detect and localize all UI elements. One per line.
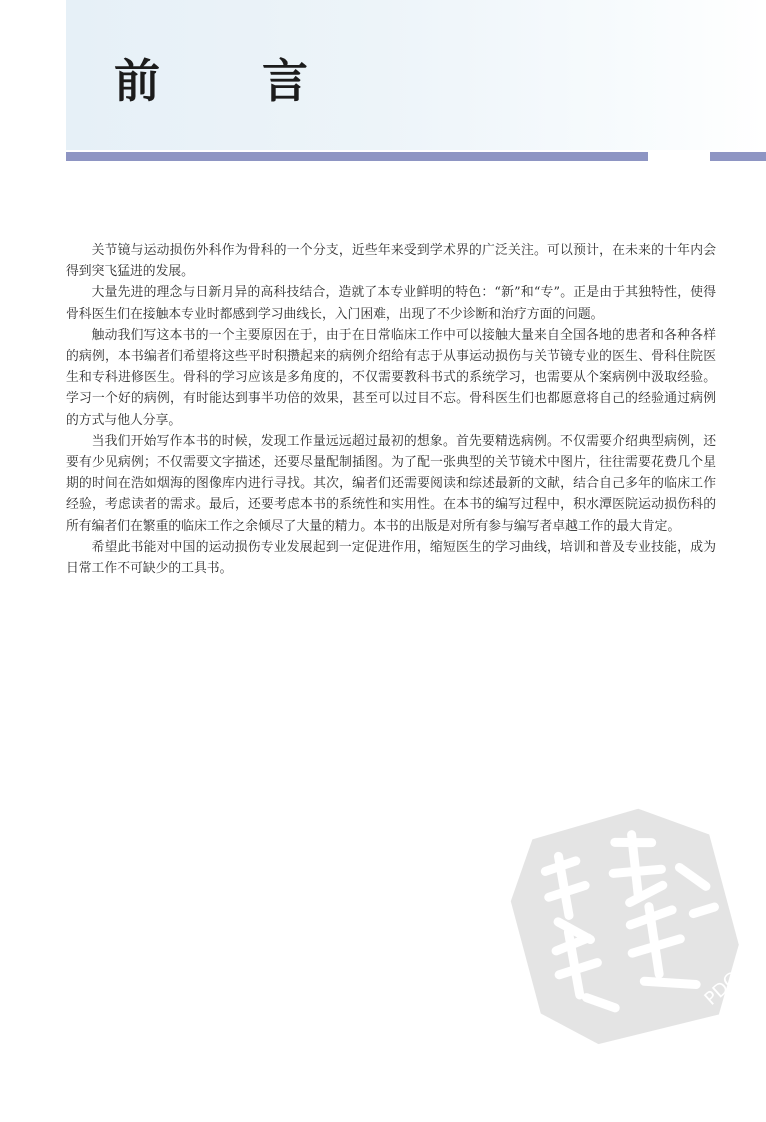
title-rule-tail <box>710 152 766 161</box>
page-title: 前 言 <box>114 54 336 108</box>
paragraph-1: 关节镜与运动损伤外科作为骨科的一个分支，近些年来受到学术界的广泛关注。可以预计，在未来的十年内会得到突飞猛进的发展。 <box>66 243 716 280</box>
seal-outline <box>497 794 752 1056</box>
title-rule <box>66 152 648 161</box>
watermark-text: PDG <box>700 968 744 1010</box>
seal-watermark <box>490 787 759 1061</box>
paragraph-3: 触动我们写这本书的一个主要原因在于，由于在日常临床工作中可以接触大量来自全国各地的患者和各种各样的病例，本书编者们希望将这些平时积攒起来的病例介绍给有志于从事运动损伤与关节镜专业的医生、骨科住院医生和专科进修医生。骨科的学习应该是多角度的，不仅需要教科书式的系统学习，也需要从个案病例中汲取经验。学习一个好的病例，有时能达到事半功倍的效果，甚至可以过目不忘。骨科医生们也都愿意将自己的经验通过病例的方式与他人分享。 <box>66 327 716 428</box>
preface-body <box>66 240 716 579</box>
paragraph-2: 大量先进的理念与日新月异的高科技结合，造就了本专业鲜明的特色：“新”和“专”。正是由于其独特性，使得骨科医生们在接触本专业时都感到学习曲线长，入门困难，出现了不少诊断和治疗方面的问题。 <box>66 285 716 322</box>
paragraph-5: 希望此书能对中国的运动损伤专业发展起到一定促进作用，缩短医生的学习曲线，培训和普及专业技能，成为日常工作不可缺少的工具书。 <box>66 539 716 577</box>
paragraph-4: 当我们开始写作本书的时候，发现工作量远远超过最初的想象。首先要精选病例。不仅需要介绍典型病例，还要有少见病例；不仅需要文字描述，还要尽量配制插图。为了配一张典型的关节镜术中图片，往往需要花费几个星期的时间在浩如烟海的图像库内进行寻找。其次，编者们还需要阅读和综述最新的文献，结合自己多年的临床工作经验，考虑读者的需求。最后，还要考虑本书的系统性和实用性。在本书的编写过程中，积水潭医院运动损伤科的所有编者们在繁重的临床工作之余倾尽了大量的精力。本书的出版是对所有参与编写者卓越工作的最大肯定。 <box>66 433 716 534</box>
